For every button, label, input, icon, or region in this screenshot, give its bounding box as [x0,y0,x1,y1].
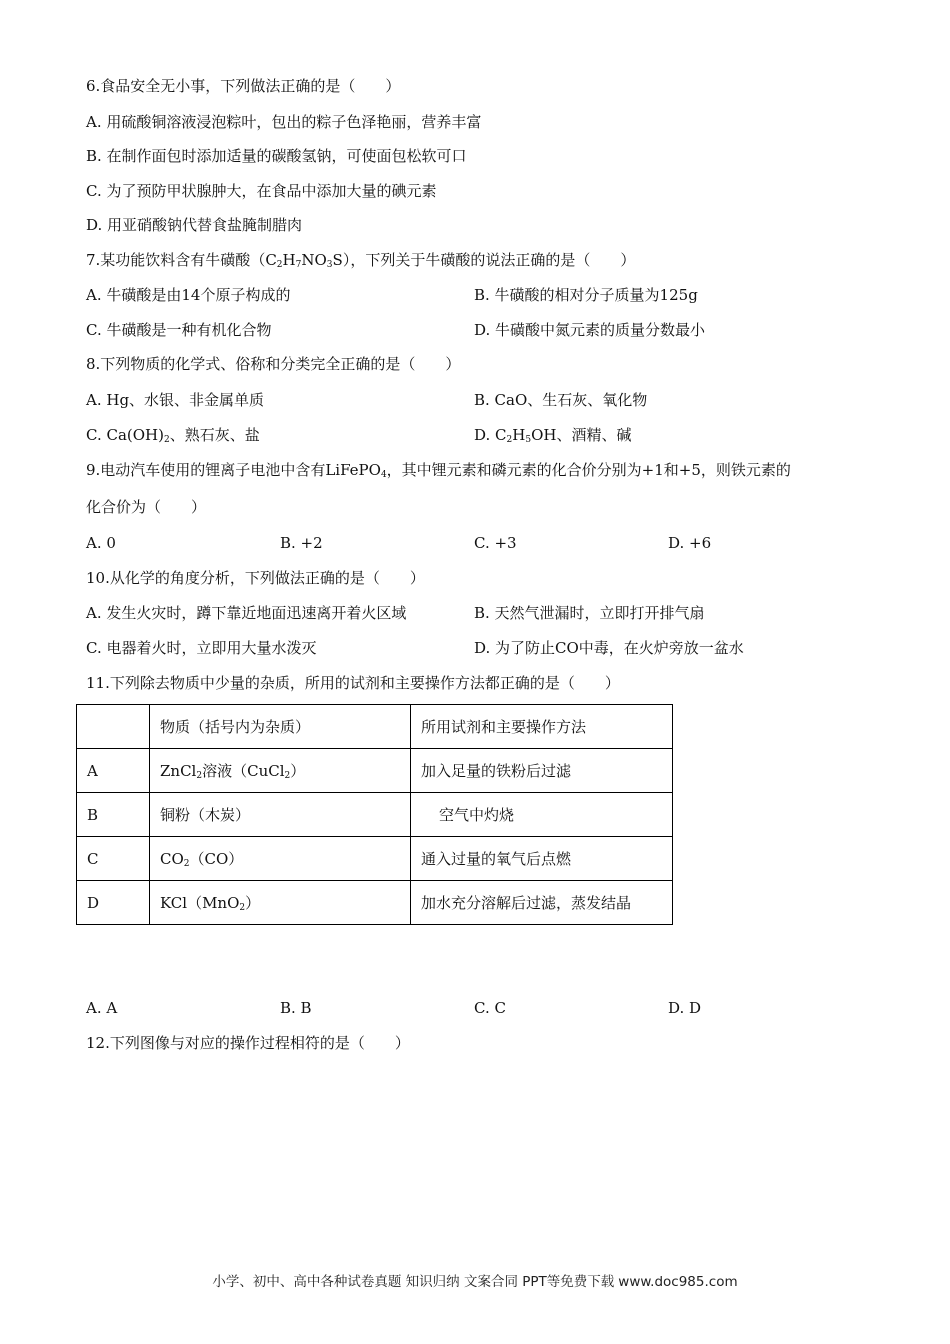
table-row [77,881,673,925]
q7-option-a: A. 牛磺酸是由14个原子构成的 [86,286,291,304]
q6-option-a: A. 用硫酸铜溶液浸泡粽叶，包出的粽子色泽艳丽，营养丰富 [86,113,482,131]
q10-option-c: C. 电器着火时，立即用大量水泼灭 [86,639,317,657]
q9-option-b: B. +2 [280,534,323,552]
q6-stem: 6.食品安全无小事，下列做法正确的是（ ） [86,77,401,95]
row-label: D [77,881,150,925]
q10-stem: 10.从化学的角度分析，下列做法正确的是（ ） [86,569,425,587]
footer-site-link[interactable]: www.doc985.com [618,1274,738,1290]
q7-stem: 7.某功能饮料含有牛磺酸$(C_2H_7NO_3S)$，下列关于牛磺酸的说法正确的是（ ） [86,251,636,270]
row-method: 加入足量的铁粉后过滤 [411,749,673,793]
q8-option-b: B. CaO、生石灰、氧化物 [474,391,648,409]
table-row [77,837,673,881]
row-label: C [77,837,150,881]
table-row [77,749,673,793]
q10-option-b: B. 天然气泄漏时，立即打开排气扇 [474,604,705,622]
row-method: 空气中灼烧 [411,793,673,837]
q9-option-a: A. 0 [86,534,116,552]
q6-option-d: D. 用亚硝酸钠代替食盐腌制腊肉 [86,216,303,234]
q9-option-c: C. +3 [474,534,517,552]
row-substance: KCl（MnO$_2$） [150,881,411,925]
q7-option-d: D. 牛磺酸中氮元素的质量分数最小 [474,321,706,339]
page-footer [0,1270,950,1290]
row-method: 通入过量的氧气后点燃 [411,837,673,881]
row-substance: $CO_2(CO)$ [150,837,411,881]
q11-option-b: B. B [280,999,312,1017]
q12-stem: 12.下列图像与对应的操作过程相符的是（ ） [86,1034,410,1052]
q9-stem: 9.电动汽车使用的锂离子电池中含有LiFePO$_4$，其中锂元素和磷元素的化合价分别为+1和+5，则铁元素的 [86,461,791,480]
q8-option-d: D. $C_2H_5OH$、酒精、碱 [474,426,632,445]
table-header-row [77,705,673,749]
table-header-cell [77,705,150,749]
q7-option-c: C. 牛磺酸是一种有机化合物 [86,321,272,339]
footer-text: 小学、初中、高中各种试卷真题 知识归纳 文案合同 PPT等免费下载 [212,1274,615,1290]
q9-option-d: D. +6 [668,534,712,552]
q10-option-d: D. 为了防止CO中毒，在火炉旁放一盆水 [474,639,744,657]
row-substance: ZnCl$_2$溶液（CuCl$_2$） [150,749,411,793]
impurity-table [76,704,673,925]
q10-option-a: A. 发生火灾时，蹲下靠近地面迅速离开着火区域 [86,604,407,622]
q8-option-c: C. $Ca(OH)_2$、熟石灰、盐 [86,426,260,445]
q8-option-a: A. Hg、水银、非金属单质 [86,391,265,409]
row-label: B [77,793,150,837]
table-header-cell: 所用试剂和主要操作方法 [411,705,673,749]
row-label: A [77,749,150,793]
row-method: 加水充分溶解后过滤，蒸发结晶 [411,881,673,925]
q6-option-b: B. 在制作面包时添加适量的碳酸氢钠，可使面包松软可口 [86,147,467,165]
q11-stem: 11.下列除去物质中少量的杂质，所用的试剂和主要操作方法都正确的是（ ） [86,674,620,692]
q9-stem-line2: 化合价为（ ） [86,498,207,516]
q6-option-c: C. 为了预防甲状腺肿大，在食品中添加大量的碘元素 [86,182,437,200]
q11-option-a: A. A [86,999,118,1017]
q11-option-d: D. D [668,999,702,1017]
table-header-cell: 物质（括号内为杂质） [150,705,411,749]
q11-option-c: C. C [474,999,506,1017]
table-row [77,793,673,837]
q8-stem: 8.下列物质的化学式、俗称和分类完全正确的是（ ） [86,355,461,373]
q7-option-b: B. 牛磺酸的相对分子质量为125g [474,286,698,304]
row-substance: 铜粉（木炭） [150,793,411,837]
